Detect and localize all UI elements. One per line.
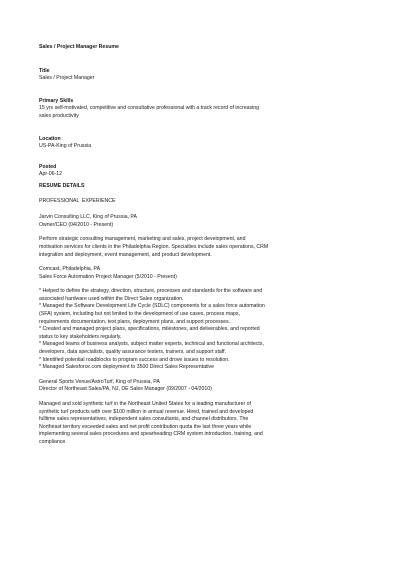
job-description-line: Managed and sold synthetic turf in the Northeast United States for a leading manufacturer of <box>39 401 251 407</box>
job-role: Sales Force Automation Project Manager (5/2010 - Present) <box>39 273 177 280</box>
location-value: US-PA-King of Prussia <box>39 143 92 150</box>
job-description-line: Northeast territory exceeded sales and net profit contribution quota the last three years while <box>39 423 252 430</box>
job-company: Comcast, Philadelphia, PA <box>39 266 101 273</box>
location-label: Location <box>39 135 61 142</box>
job-role: Owner/CEO (04/2010 - Present) <box>39 221 114 228</box>
job-description-line: compliance. <box>39 438 67 445</box>
job-description-line: Perform strategic consulting management, marketing and sales, project development, and <box>39 236 246 243</box>
title-value: Sales / Project Manager <box>39 75 95 82</box>
bullet-line: * Helped to define the strategy, direction, structure, processes and standards for the software and <box>39 288 263 295</box>
skills-line: sales productivity <box>39 112 79 119</box>
title-label: Title <box>39 67 50 74</box>
bullet-line: status to key stakeholders regularly. <box>39 333 122 340</box>
job-description-line: synthetic turf products with over $100 million in annual revenue. Hired, trained and developed <box>39 408 254 415</box>
bullet-line: * Identified potential roadblocks to program success and drove issues to resolution. <box>39 356 230 363</box>
job-description-line: motivation services for clients in the Philadelphia Region. Specialties include sales operations, CRM <box>39 243 269 250</box>
bullet-list <box>39 288 369 372</box>
bullet-line: * Managed Salesforce.com deployment to 3500 Direct Sales Representative <box>39 364 215 371</box>
experience-heading: PROFESSIONAL EXPERIENCE <box>39 197 116 204</box>
job-company: Jarvin Consulting LLC, King of Prussia, PA <box>39 214 137 221</box>
skills-line: 15 yrs self-motivated, competitive and consultative professional with a track record of increasing <box>39 105 259 112</box>
bullet-line: requirements documentation, test plans, deployment plans, and support processes. <box>39 318 231 325</box>
job-role: Director of Northeast Sales/PA, NJ, DE Sales Manager (09/2007 - 04/2010) <box>39 386 212 393</box>
posted-value: Apr-06-12 <box>39 171 63 178</box>
job-description-line: fulltime sales representatives, independent sales consultants, and channel distributors. The <box>39 416 249 423</box>
resume-details-heading: RESUME DETAILS <box>39 182 85 189</box>
bullet-line: * Managed teams of business analysts, subject matter experts, technical and functional architects, <box>39 341 264 348</box>
bullet-line: (SFA) system, including but not limited to the development of use cases, process maps, <box>39 311 240 318</box>
bullet-line: associated hardware used within the Direct Sales organization. <box>39 295 184 302</box>
document-title: Sales / Project Manager Resume <box>39 44 119 50</box>
skills-label: Primary Skills <box>39 97 74 104</box>
bullet-line: * Managed the Software Development Life Cycle (SDLC) components for a sales force automation <box>39 303 265 310</box>
resume-document <box>39 44 369 447</box>
posted-label: Posted <box>39 163 57 170</box>
bullet-line: developers, data specialists, quality assurance testers, trainers, and support staff. <box>39 349 227 356</box>
job-description-line: integration and deployment, event management, and product development. <box>39 251 212 258</box>
bullet-line: * Created and managed project plans, specifications, milestones, and deliverables, and reported <box>39 326 260 333</box>
job-description-line: implementing several sales procedures and spearheading CRM system introduction, training, and <box>39 431 263 438</box>
job-company: General Sports Venue/AstroTurf, King of Prussia, PA <box>39 378 160 385</box>
